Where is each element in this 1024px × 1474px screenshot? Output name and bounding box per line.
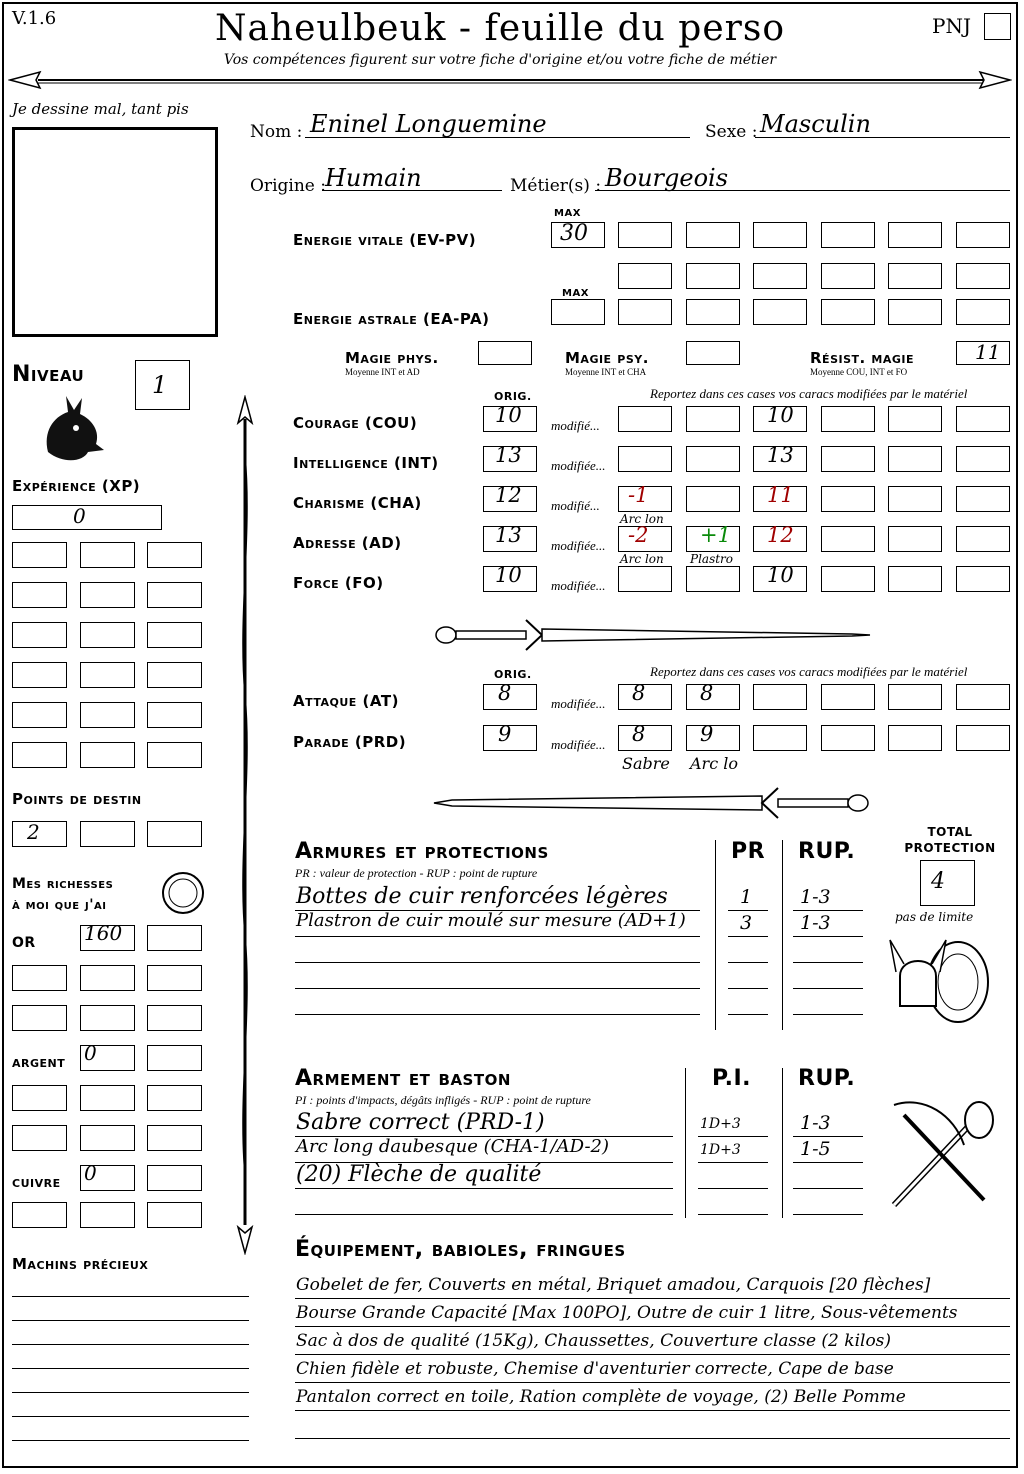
precious-line[interactable] — [12, 1320, 249, 1321]
stat-modifie-label: modifiée... — [551, 578, 606, 593]
combat-modifie-label: modifiée... — [551, 696, 606, 711]
equipment-line[interactable] — [295, 1410, 1010, 1411]
precious-line[interactable] — [12, 1392, 249, 1393]
equipment-line[interactable] — [295, 1298, 1010, 1299]
ev-box-r2-2[interactable] — [686, 263, 740, 289]
combat-orig-value[interactable]: 9 — [498, 722, 512, 746]
machins-precieux-label: Machins précieux — [12, 1255, 149, 1273]
stat-mod-box[interactable] — [888, 406, 942, 432]
wealth-box[interactable] — [147, 1045, 202, 1071]
armor-item-rup[interactable]: 1-3 — [800, 912, 831, 934]
xp-label: Expérience (XP) — [12, 477, 141, 495]
portrait-box[interactable] — [12, 127, 218, 337]
magie-phys-label: Magie phys. — [345, 349, 439, 367]
stat-mod-box[interactable] — [686, 446, 740, 472]
stats-report-note: Reportez dans ces cases vos caracs modifiées par le matériel — [650, 386, 968, 401]
wealth-box[interactable] — [147, 925, 202, 951]
weapon-rup-line[interactable] — [793, 1214, 863, 1215]
armor-pr-line[interactable] — [728, 962, 768, 963]
ea-box-3[interactable] — [753, 299, 807, 325]
richesses-label-2: à moi que j'ai — [12, 897, 107, 913]
stat-mod-box[interactable] — [888, 566, 942, 592]
ea-box-5[interactable] — [888, 299, 942, 325]
stat-mod-box[interactable] — [956, 486, 1010, 512]
stat-mod-box[interactable] — [686, 566, 740, 592]
stat-mod-box[interactable] — [821, 406, 875, 432]
armures-divider-2 — [782, 840, 783, 1030]
sexe-label: Sexe : — [705, 122, 758, 142]
armor-pr-line[interactable] — [728, 936, 768, 937]
precious-line[interactable] — [12, 1416, 249, 1417]
ev-max-box[interactable]: 30 — [551, 222, 605, 248]
sword-icon — [432, 612, 872, 658]
stat-mod-result[interactable]: 10 — [767, 563, 794, 587]
ev-box-r1-5[interactable] — [888, 222, 942, 248]
precious-line[interactable] — [12, 1344, 249, 1345]
destin-label: Points de destin — [12, 790, 142, 808]
ea-box-4[interactable] — [821, 299, 875, 325]
ea-box-1[interactable] — [618, 299, 672, 325]
combat-note-2: Arc lo — [690, 754, 738, 773]
wealth-box[interactable] — [147, 965, 202, 991]
magie-phys-note: Moyenne INT et AD — [345, 367, 420, 377]
combat-mod-box[interactable] — [753, 684, 807, 710]
combat-mod-box[interactable] — [888, 684, 942, 710]
combat-mod-box[interactable] — [753, 725, 807, 751]
sexe-field[interactable]: Masculin — [760, 110, 871, 138]
stat-mod-box[interactable] — [686, 406, 740, 432]
combat-mod-1[interactable]: 8 — [632, 722, 646, 746]
stat-mod-box[interactable] — [956, 446, 1010, 472]
weapon-name-line[interactable] — [295, 1188, 673, 1189]
vertical-spear-icon — [232, 395, 258, 1255]
combat-orig-label: ORIG. — [494, 668, 532, 681]
precious-line[interactable] — [12, 1440, 249, 1441]
coin-icon — [160, 870, 206, 916]
equipment-item[interactable]: Pantalon correct en toile, Ration complète de voyage, (2) Belle Pomme — [296, 1387, 906, 1407]
ev-box-r2-1[interactable] — [618, 263, 672, 289]
weapon-name-line[interactable] — [295, 1214, 673, 1215]
armement-title: Armement et baston — [295, 1066, 511, 1091]
combat-mod-box[interactable] — [956, 725, 1010, 751]
pas-de-limite-note: pas de limite — [895, 910, 974, 924]
stat-label: Intelligence (INT) — [293, 454, 439, 472]
xp-box[interactable]: 0 — [12, 505, 162, 530]
magie-phys-box[interactable] — [478, 341, 532, 365]
stat-orig-value[interactable]: 10 — [495, 563, 522, 587]
sheet-subtitle: Vos compétences figurent sur votre fiche d'origine et/ou votre fiche de métier — [223, 52, 777, 68]
armor-item-pr[interactable]: 1 — [740, 886, 753, 908]
ev-box-r2-3[interactable] — [753, 263, 807, 289]
sheet-title: Naheulbeuk - feuille du perso — [214, 8, 786, 49]
armures-divider-1 — [715, 840, 716, 1030]
wealth-value-box[interactable] — [80, 1045, 135, 1071]
total-protection-label-1: TOTAL — [927, 825, 973, 839]
ea-label: Energie astrale (EA-PA) — [293, 310, 490, 328]
resist-magie-label: Résist. magie — [810, 349, 915, 367]
richesses-label-1: Mes richesses — [12, 876, 114, 892]
stat-mod-box[interactable] — [956, 526, 1010, 552]
combat-label: Attaque (AT) — [293, 692, 399, 710]
weapon-pi-line[interactable] — [698, 1162, 768, 1163]
stat-mod-1[interactable]: -2 — [628, 523, 649, 547]
armures-subtitle: PR : valeur de protection - RUP : point de rupture — [295, 866, 538, 880]
wealth-box[interactable] — [80, 1125, 135, 1151]
xp-box[interactable] — [147, 542, 202, 568]
ev-box-r1-3[interactable] — [753, 222, 807, 248]
stat-label: Force (FO) — [293, 574, 384, 592]
resist-magie-box[interactable]: 11 — [956, 341, 1010, 365]
equipment-item[interactable]: Bourse Grande Capacité [Max 100PO], Outre de cuir 1 litre, Sous-vêtements — [296, 1303, 958, 1323]
stat-modifie-label: modifiée... — [551, 538, 606, 553]
xp-box[interactable] — [80, 702, 135, 728]
ev-box-r1-2[interactable] — [686, 222, 740, 248]
ev-box-r1-1[interactable] — [618, 222, 672, 248]
wealth-box[interactable] — [80, 1202, 135, 1228]
armement-pi-header: P.I. — [712, 1066, 751, 1091]
stat-orig-value[interactable]: 13 — [495, 443, 522, 467]
weapon-item-name[interactable]: (20) Flèche de qualité — [296, 1162, 542, 1187]
ev-box-r1-4[interactable] — [821, 222, 875, 248]
armor-item-pr[interactable]: 3 — [740, 912, 753, 934]
armor-pr-line[interactable] — [728, 1014, 768, 1015]
equipment-item[interactable]: Gobelet de fer, Couverts en métal, Briquet amadou, Carquois [20 flèches] — [296, 1275, 931, 1295]
weapon-pi-line[interactable] — [698, 1188, 768, 1189]
wealth-box[interactable] — [12, 1202, 67, 1228]
destin-box-1[interactable]: 2 — [12, 821, 67, 847]
armement-subtitle: PI : points d'impacts, dégâts infligés - RUP : point de rupture — [295, 1093, 591, 1107]
combat-report-note: Reportez dans ces cases vos caracs modifiées par le matériel — [650, 664, 968, 679]
armor-item-name[interactable]: Plastron de cuir moulé sur mesure (AD+1) — [296, 910, 686, 931]
armor-pr-line[interactable] — [728, 910, 768, 911]
combat-mod-box[interactable] — [821, 725, 875, 751]
armor-name-line[interactable] — [295, 1014, 700, 1015]
armement-divider-1 — [685, 1068, 686, 1218]
stat-mod-1-note: Arc lon — [620, 512, 664, 526]
niveau-label: Niveau — [12, 362, 85, 387]
stat-mod-result[interactable]: 10 — [767, 403, 794, 427]
wealth-box[interactable] — [12, 965, 67, 991]
ev-box-r2-4[interactable] — [821, 263, 875, 289]
stat-mod-result[interactable]: 13 — [767, 443, 794, 467]
stat-mod-box[interactable] — [686, 486, 740, 512]
version-label: V.1.6 — [12, 8, 57, 29]
weapon-rup-line[interactable] — [793, 1136, 863, 1137]
stat-label: Courage (COU) — [293, 414, 418, 432]
xp-box[interactable] — [80, 662, 135, 688]
stat-modifie-label: modifiée... — [551, 458, 606, 473]
metier-label: Métier(s) : — [510, 176, 602, 196]
niveau-box[interactable]: 1 — [135, 360, 190, 410]
weapon-rup-line[interactable] — [793, 1188, 863, 1189]
xp-box[interactable] — [12, 742, 67, 768]
wealth-value-box[interactable] — [80, 1165, 135, 1191]
combat-mod-1[interactable]: 8 — [632, 681, 646, 705]
xp-box[interactable] — [147, 702, 202, 728]
equipment-line[interactable] — [295, 1354, 1010, 1355]
armor-name-line[interactable] — [295, 936, 700, 937]
stat-mod-box[interactable] — [956, 406, 1010, 432]
stat-mod-2[interactable]: +1 — [700, 523, 731, 547]
stat-mod-result[interactable]: 12 — [767, 523, 794, 547]
spear-divider-icon — [8, 66, 1012, 94]
ev-box-r1-6[interactable] — [956, 222, 1010, 248]
weapon-pi-line[interactable] — [698, 1214, 768, 1215]
armement-rup-header: RUP. — [798, 1066, 856, 1091]
magie-psy-box[interactable] — [686, 341, 740, 365]
crossed-weapons-icon — [884, 1095, 1004, 1215]
armor-rup-line[interactable] — [793, 988, 863, 989]
armor-name-line[interactable] — [295, 962, 700, 963]
stat-mod-box[interactable] — [821, 486, 875, 512]
combat-mod-box[interactable] — [888, 725, 942, 751]
magie-psy-label: Magie psy. — [565, 349, 649, 367]
stat-mod-1[interactable]: -1 — [628, 483, 649, 507]
wealth-value[interactable]: 0 — [84, 1041, 97, 1065]
wealth-value-box[interactable] — [80, 925, 135, 951]
combat-mod-2[interactable]: 8 — [700, 681, 714, 705]
stat-orig-value[interactable]: 12 — [495, 483, 522, 507]
stat-mod-result[interactable]: 11 — [767, 483, 794, 507]
portrait-caption: Je dessine mal, tant pis — [12, 100, 189, 118]
weapon-item-pi[interactable]: 1D+3 — [700, 1116, 741, 1132]
armor-rup-line[interactable] — [793, 1014, 863, 1015]
ea-box-6[interactable] — [956, 299, 1010, 325]
xp-box[interactable] — [147, 622, 202, 648]
ea-max-box[interactable] — [551, 299, 605, 325]
equipement-title: Équipement, babioles, fringues — [295, 1237, 626, 1262]
wealth-box[interactable] — [80, 1085, 135, 1111]
stat-mod-box[interactable] — [821, 526, 875, 552]
stat-orig-value[interactable]: 10 — [495, 403, 522, 427]
xp-box[interactable] — [80, 582, 135, 608]
stat-mod-1-note: Arc lon — [620, 552, 664, 566]
ev-box-r2-5[interactable] — [888, 263, 942, 289]
total-protection-label-2: PROTECTION — [904, 841, 996, 855]
wealth-box[interactable] — [147, 1202, 202, 1228]
wealth-box[interactable] — [80, 965, 135, 991]
wealth-box[interactable] — [80, 1005, 135, 1031]
wealth-value[interactable]: 0 — [84, 1161, 97, 1185]
origine-field[interactable]: Humain — [325, 164, 422, 192]
weapon-item-rup[interactable]: 1-3 — [800, 1112, 831, 1134]
wealth-box[interactable] — [12, 1005, 67, 1031]
stat-modifie-label: modifié... — [551, 498, 600, 513]
pnj-label: PNJ — [932, 14, 971, 38]
armures-title: Armures et protections — [295, 839, 549, 864]
sword-icon-2 — [432, 780, 872, 826]
combat-mod-box[interactable] — [821, 684, 875, 710]
armor-rup-line[interactable] — [793, 962, 863, 963]
xp-box[interactable] — [12, 542, 67, 568]
stat-modifie-label: modifié... — [551, 418, 600, 433]
equipment-line[interactable] — [295, 1438, 1010, 1439]
wealth-box[interactable] — [147, 1125, 202, 1151]
xp-box[interactable] — [12, 622, 67, 648]
stat-mod-box[interactable] — [888, 446, 942, 472]
xp-box[interactable] — [80, 542, 135, 568]
dragon-head-icon — [38, 392, 106, 464]
ea-max-label: MAX — [562, 288, 589, 299]
precious-line[interactable] — [12, 1368, 249, 1369]
nom-label: Nom : — [250, 122, 303, 142]
wealth-box[interactable] — [147, 1165, 202, 1191]
armures-pr-header: PR — [731, 839, 766, 864]
wealth-value[interactable]: 160 — [84, 921, 123, 945]
stat-mod-box[interactable] — [618, 406, 672, 432]
armement-divider-2 — [782, 1068, 783, 1218]
helmet-shield-icon — [888, 926, 998, 1026]
wealth-box[interactable] — [12, 1085, 67, 1111]
armor-item-name[interactable]: Bottes de cuir renforcées légères — [296, 884, 668, 909]
stat-mod-box[interactable] — [618, 446, 672, 472]
xp-box[interactable] — [147, 662, 202, 688]
destin-box-2[interactable] — [80, 821, 135, 847]
resist-magie-note: Moyenne COU, INT et FO — [810, 367, 908, 377]
equipment-item[interactable]: Chien fidèle et robuste, Chemise d'aventurier correcte, Cape de base — [296, 1359, 894, 1379]
wealth-box[interactable] — [147, 1005, 202, 1031]
combat-label: Parade (PRD) — [293, 733, 407, 751]
ev-box-r2-6[interactable] — [956, 263, 1010, 289]
xp-box[interactable] — [147, 582, 202, 608]
armor-item-rup[interactable]: 1-3 — [800, 886, 831, 908]
weapon-item-name[interactable]: Sabre correct (PRD-1) — [296, 1110, 545, 1135]
xp-box[interactable] — [80, 622, 135, 648]
metier-field[interactable]: Bourgeois — [605, 164, 729, 192]
combat-modifie-label: modifiée... — [551, 737, 606, 752]
magie-psy-note: Moyenne INT et CHA — [565, 367, 647, 377]
stat-mod-box[interactable] — [821, 566, 875, 592]
armor-name-line[interactable] — [295, 988, 700, 989]
pnj-checkbox[interactable] — [984, 13, 1011, 40]
combat-mod-box[interactable] — [956, 684, 1010, 710]
ev-max-label: MAX — [554, 208, 581, 219]
equipment-line[interactable] — [295, 1382, 1010, 1383]
xp-box[interactable] — [147, 742, 202, 768]
precious-line[interactable] — [12, 1296, 249, 1297]
armor-pr-line[interactable] — [728, 988, 768, 989]
stat-mod-2-note: Plastro — [690, 552, 734, 566]
stats-orig-label: ORIG. — [494, 390, 532, 403]
or-label: OR — [12, 935, 36, 951]
stat-label: Charisme (CHA) — [293, 494, 422, 512]
xp-box[interactable] — [80, 742, 135, 768]
ev-label: Energie vitale (EV-PV) — [293, 231, 477, 249]
weapon-pi-line[interactable] — [698, 1136, 768, 1137]
equipment-line[interactable] — [295, 1326, 1010, 1327]
weapon-item-pi[interactable]: 1D+3 — [700, 1142, 741, 1158]
stat-label: Adresse (AD) — [293, 534, 402, 552]
cuivre-label: CUIVRE — [12, 1177, 61, 1190]
xp-box[interactable] — [12, 702, 67, 728]
stat-mod-box[interactable] — [888, 526, 942, 552]
weapon-rup-line[interactable] — [793, 1162, 863, 1163]
stat-mod-box[interactable] — [618, 566, 672, 592]
destin-box-3[interactable] — [147, 821, 202, 847]
stat-orig-value[interactable]: 13 — [495, 523, 522, 547]
xp-box[interactable] — [12, 662, 67, 688]
weapon-item-rup[interactable]: 1-5 — [800, 1138, 831, 1160]
wealth-box[interactable] — [12, 1125, 67, 1151]
weapon-item-name[interactable]: Arc long daubesque (CHA-1/AD-2) — [296, 1136, 609, 1157]
argent-label: ARGENT — [12, 1057, 66, 1070]
combat-orig-value[interactable]: 8 — [498, 681, 512, 705]
stat-mod-box[interactable] — [821, 446, 875, 472]
combat-mod-2[interactable]: 9 — [700, 722, 714, 746]
armor-rup-line[interactable] — [793, 936, 863, 937]
equipment-item[interactable]: Sac à dos de qualité (15Kg), Chaussettes, Couverture classe (2 kilos) — [296, 1331, 892, 1351]
armor-rup-line[interactable] — [793, 910, 863, 911]
xp-box[interactable] — [12, 582, 67, 608]
wealth-box[interactable] — [147, 1085, 202, 1111]
nom-field[interactable]: Eninel Longuemine — [310, 110, 547, 138]
total-protection-box[interactable]: 4 — [920, 860, 975, 906]
stat-mod-box[interactable] — [956, 566, 1010, 592]
origine-label: Origine : — [250, 176, 326, 196]
ea-box-2[interactable] — [686, 299, 740, 325]
stat-mod-box[interactable] — [888, 486, 942, 512]
armures-rup-header: RUP. — [798, 839, 856, 864]
combat-note-1: Sabre — [622, 754, 670, 773]
